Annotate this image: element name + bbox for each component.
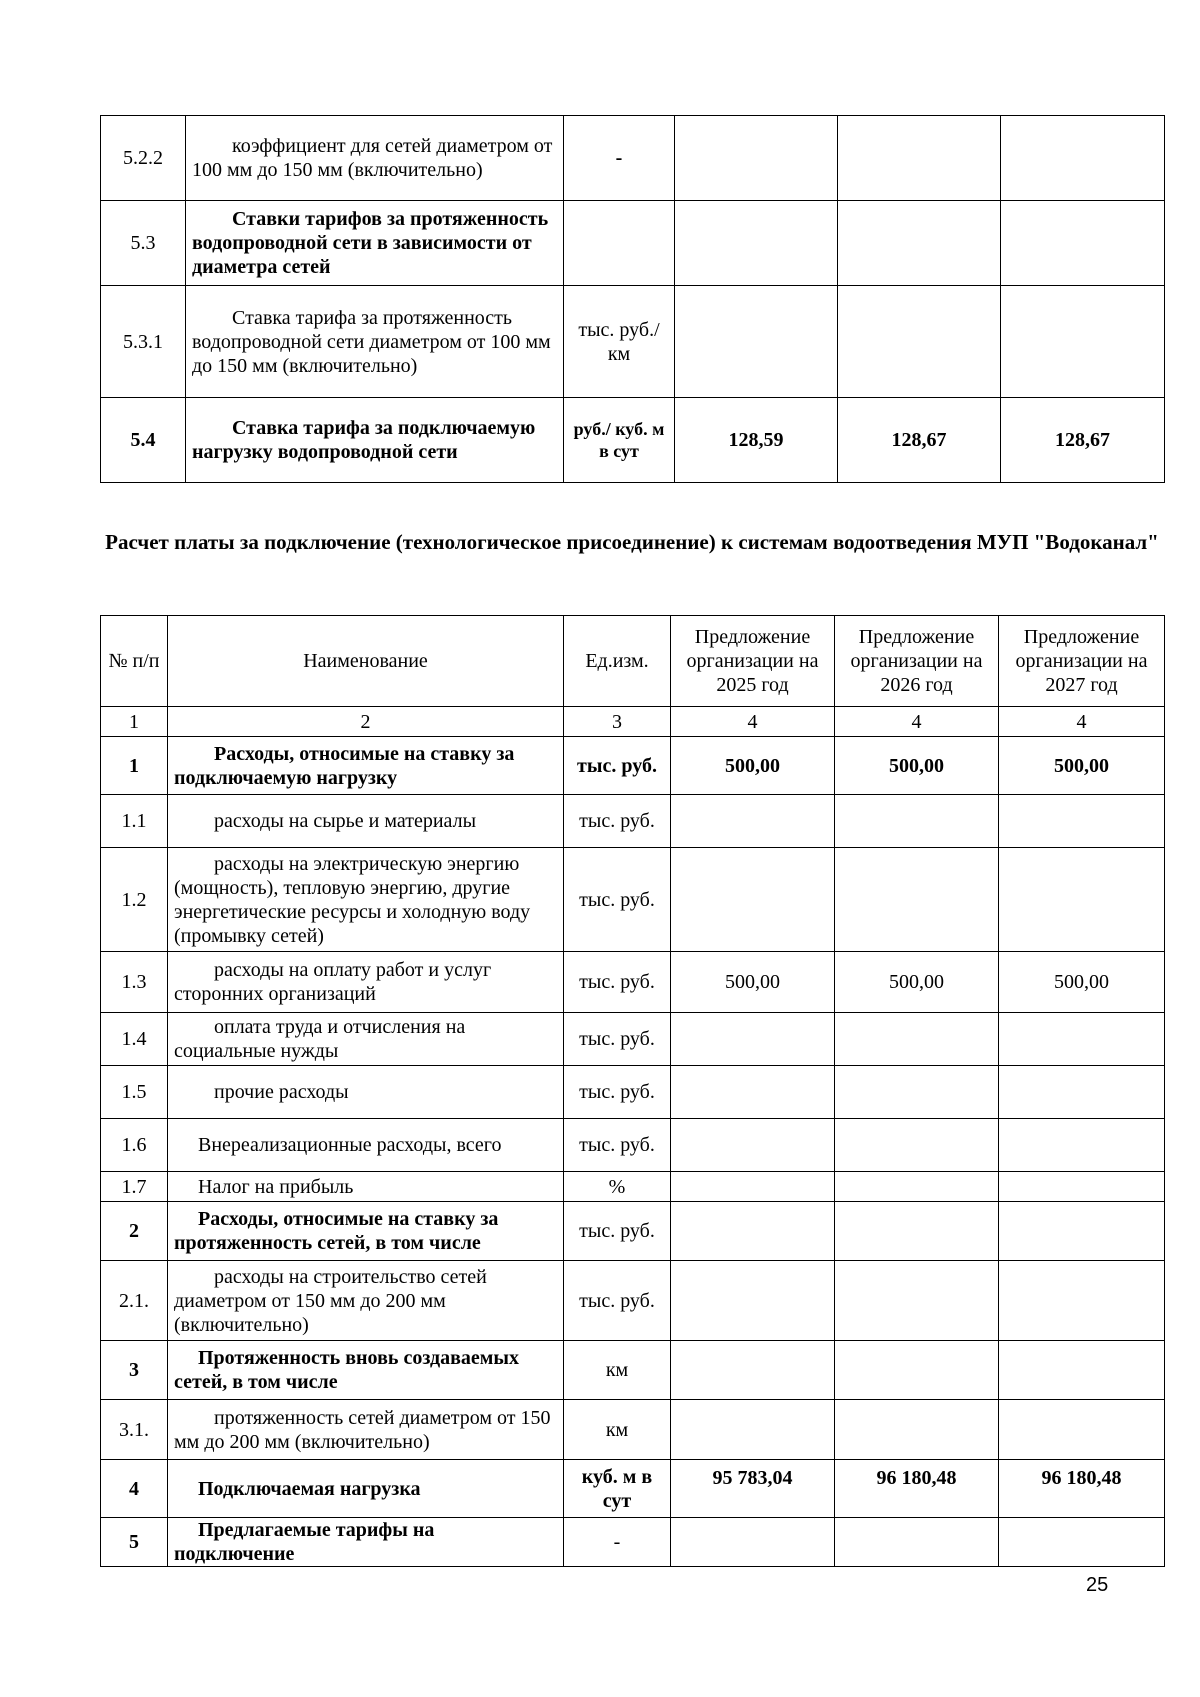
value-2025 xyxy=(675,201,838,286)
value-2027 xyxy=(999,1261,1165,1341)
table-row xyxy=(101,795,1165,848)
row-unit: тыс. руб. xyxy=(564,952,671,1013)
column-index: 4 xyxy=(999,707,1165,737)
value-2027: 500,00 xyxy=(999,952,1165,1013)
header-2027: Предложение организации на 2027 год xyxy=(999,616,1165,707)
column-index: 3 xyxy=(564,707,671,737)
row-name: коэффициент для сетей диаметром от 100 мм до 150 мм (включительно) xyxy=(186,116,564,201)
value-2027 xyxy=(999,1400,1165,1460)
row-number: 5.3 xyxy=(101,201,186,286)
value-2026 xyxy=(835,1261,999,1341)
row-number: 1.2 xyxy=(101,848,168,952)
row-unit: куб. м в сут xyxy=(564,1460,671,1518)
value-2026: 500,00 xyxy=(835,952,999,1013)
value-2026 xyxy=(835,1066,999,1119)
water-supply-tariff-table xyxy=(100,115,1165,483)
row-number: 5.2.2 xyxy=(101,116,186,201)
value-2026 xyxy=(838,201,1001,286)
value-2025 xyxy=(671,1066,835,1119)
value-2025: 95 783,04 xyxy=(671,1460,835,1518)
row-unit: км xyxy=(564,1400,671,1460)
row-number: 1.3 xyxy=(101,952,168,1013)
row-name: Налог на прибыль xyxy=(168,1172,564,1202)
row-unit: тыс. руб. xyxy=(564,1066,671,1119)
row-name: расходы на оплату работ и услуг сторонних организаций xyxy=(168,952,564,1013)
wastewater-connection-fee-table xyxy=(100,615,1165,1567)
value-2027: 128,67 xyxy=(1001,398,1165,483)
value-2025 xyxy=(671,1119,835,1172)
value-2027 xyxy=(999,1066,1165,1119)
value-2025 xyxy=(671,1013,835,1066)
row-number: 1.4 xyxy=(101,1013,168,1066)
table-row xyxy=(101,848,1165,952)
header-2025: Предложение организации на 2025 год xyxy=(671,616,835,707)
value-2026 xyxy=(835,1341,999,1400)
table-row xyxy=(101,1013,1165,1066)
table-row xyxy=(101,201,1165,286)
row-unit: тыс. руб./км xyxy=(564,286,675,398)
table-row xyxy=(101,737,1165,795)
value-2026 xyxy=(835,1400,999,1460)
table-row xyxy=(101,1066,1165,1119)
value-2027 xyxy=(999,848,1165,952)
value-2026 xyxy=(835,795,999,848)
value-2026 xyxy=(835,1119,999,1172)
value-2026: 96 180,48 xyxy=(835,1460,999,1518)
table-row xyxy=(101,1202,1165,1261)
row-number: 3 xyxy=(101,1341,168,1400)
row-number: 1.6 xyxy=(101,1119,168,1172)
column-index: 2 xyxy=(168,707,564,737)
value-2027 xyxy=(999,1202,1165,1261)
row-unit: тыс. руб. xyxy=(564,848,671,952)
header-2026: Предложение организации на 2026 год xyxy=(835,616,999,707)
row-unit xyxy=(564,201,675,286)
row-name: Внереализационные расходы, всего xyxy=(168,1119,564,1172)
row-name: расходы на электрическую энергию (мощность), тепловую энергию, другие энергетические ресурсы и холодную воду (промывку сетей) xyxy=(168,848,564,952)
value-2026 xyxy=(838,286,1001,398)
row-name: Ставки тарифов за протяженность водопроводной сети в зависимости от диаметра сетей xyxy=(186,201,564,286)
value-2025 xyxy=(671,1518,835,1567)
value-2025 xyxy=(671,1400,835,1460)
value-2027 xyxy=(999,1172,1165,1202)
row-number: 5.3.1 xyxy=(101,286,186,398)
table-row xyxy=(101,952,1165,1013)
page-number: 25 xyxy=(1086,1574,1109,1596)
value-2025 xyxy=(671,1341,835,1400)
header-name: Наименование xyxy=(168,616,564,707)
row-unit: тыс. руб. xyxy=(564,1202,671,1261)
value-2026 xyxy=(835,1202,999,1261)
row-name: Расходы, относимые на ставку за протяженность сетей, в том числе xyxy=(168,1202,564,1261)
row-number: 1 xyxy=(101,737,168,795)
table-row xyxy=(101,1172,1165,1202)
row-unit: - xyxy=(564,1518,671,1567)
value-2026 xyxy=(835,848,999,952)
table-row xyxy=(101,286,1165,398)
row-name: протяженность сетей диаметром от 150 мм до 200 мм (включительно) xyxy=(168,1400,564,1460)
table-row xyxy=(101,1460,1165,1518)
row-name: Расходы, относимые на ставку за подключаемую нагрузку xyxy=(168,737,564,795)
value-2025 xyxy=(671,1202,835,1261)
row-name: расходы на сырье и материалы xyxy=(168,795,564,848)
table-row xyxy=(101,116,1165,201)
row-number: 1.7 xyxy=(101,1172,168,1202)
row-name: оплата труда и отчисления на социальные нужды xyxy=(168,1013,564,1066)
row-name: Протяженность вновь создаваемых сетей, в том числе xyxy=(168,1341,564,1400)
row-name: Подключаемая нагрузка xyxy=(168,1460,564,1518)
column-index-row xyxy=(101,707,1165,737)
value-2025: 128,59 xyxy=(675,398,838,483)
value-2025 xyxy=(675,116,838,201)
header-row xyxy=(101,616,1165,707)
table-row xyxy=(101,1261,1165,1341)
row-number: 2.1. xyxy=(101,1261,168,1341)
value-2025 xyxy=(671,848,835,952)
value-2027 xyxy=(999,1013,1165,1066)
row-name: расходы на строительство сетей диаметром от 150 мм до 200 мм (включительно) xyxy=(168,1261,564,1341)
row-number: 1.5 xyxy=(101,1066,168,1119)
value-2027: 500,00 xyxy=(999,737,1165,795)
column-index: 4 xyxy=(671,707,835,737)
row-unit: тыс. руб. xyxy=(564,1261,671,1341)
value-2027 xyxy=(999,795,1165,848)
row-unit: тыс. руб. xyxy=(564,737,671,795)
value-2027 xyxy=(999,1518,1165,1567)
value-2027 xyxy=(999,1341,1165,1400)
value-2025: 500,00 xyxy=(671,952,835,1013)
section-title: Расчет платы за подключение (технологическое присоединение) к системам водоотведения МУП "Водоканал" xyxy=(105,530,1159,554)
row-number: 3.1. xyxy=(101,1400,168,1460)
value-2027 xyxy=(1001,116,1165,201)
row-number: 5.4 xyxy=(101,398,186,483)
value-2027: 96 180,48 xyxy=(999,1460,1165,1518)
header-num: № п/п xyxy=(101,616,168,707)
row-unit: км xyxy=(564,1341,671,1400)
value-2026: 500,00 xyxy=(835,737,999,795)
column-index: 1 xyxy=(101,707,168,737)
value-2026 xyxy=(838,116,1001,201)
table-row xyxy=(101,398,1165,483)
value-2026 xyxy=(835,1518,999,1567)
row-name: Ставка тарифа за протяженность водопроводной сети диаметром от 100 мм до 150 мм (включительно) xyxy=(186,286,564,398)
row-name: Предлагаемые тарифы на подключение xyxy=(168,1518,564,1567)
table-row xyxy=(101,1400,1165,1460)
header-unit: Ед.изм. xyxy=(564,616,671,707)
value-2026 xyxy=(835,1013,999,1066)
value-2027 xyxy=(1001,201,1165,286)
value-2025 xyxy=(671,1172,835,1202)
value-2026: 128,67 xyxy=(838,398,1001,483)
value-2025 xyxy=(675,286,838,398)
value-2025 xyxy=(671,1261,835,1341)
row-number: 1.1 xyxy=(101,795,168,848)
row-unit: руб./ куб. м в сут xyxy=(564,398,675,483)
table-row xyxy=(101,1341,1165,1400)
value-2027 xyxy=(999,1119,1165,1172)
row-name: Ставка тарифа за подключаемую нагрузку водопроводной сети xyxy=(186,398,564,483)
value-2027 xyxy=(1001,286,1165,398)
row-unit: тыс. руб. xyxy=(564,1119,671,1172)
row-unit: тыс. руб. xyxy=(564,795,671,848)
value-2026 xyxy=(835,1172,999,1202)
row-unit: % xyxy=(564,1172,671,1202)
row-number: 5 xyxy=(101,1518,168,1567)
column-index: 4 xyxy=(835,707,999,737)
row-unit: - xyxy=(564,116,675,201)
value-2025: 500,00 xyxy=(671,737,835,795)
row-number: 4 xyxy=(101,1460,168,1518)
value-2025 xyxy=(671,795,835,848)
row-unit: тыс. руб. xyxy=(564,1013,671,1066)
table-row xyxy=(101,1518,1165,1567)
row-number: 2 xyxy=(101,1202,168,1261)
row-name: прочие расходы xyxy=(168,1066,564,1119)
table-row xyxy=(101,1119,1165,1172)
